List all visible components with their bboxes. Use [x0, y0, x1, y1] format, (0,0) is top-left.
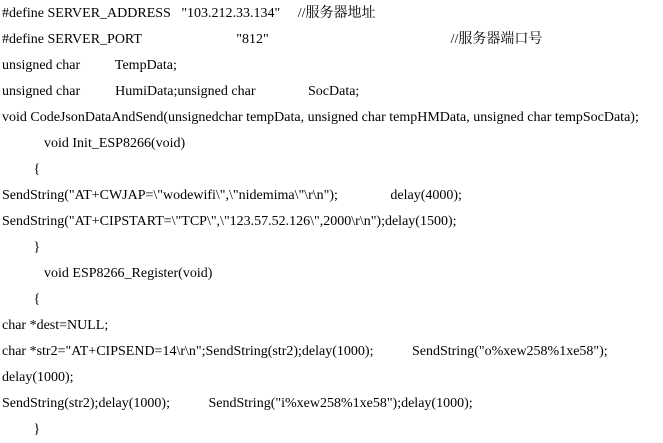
code-line-1: #define SERVER_ADDRESS "103.212.33.134" //服务器地址 [2, 6, 376, 21]
code-line-16: SendString(str2);delay(1000); SendString("i%xew258%1xe58");delay(1000); [2, 396, 473, 411]
code-line-2: #define SERVER_PORT "812" //服务器端口号 [2, 32, 543, 47]
code-line-15: delay(1000); [2, 370, 74, 385]
code-line-13: char *dest=NULL; [2, 318, 109, 333]
code-line-11: void ESP8266_Register(void) [2, 266, 213, 281]
code-line-6: void Init_ESP8266(void) [2, 136, 186, 151]
code-line-7: { [2, 162, 41, 177]
code-line-8: SendString("AT+CWJAP=\"wodewifi\",\"nidemima\"\r\n"); delay(4000); [2, 188, 462, 203]
code-line-4: unsigned char HumiData;unsigned char SocData; [2, 84, 360, 99]
code-line-12: { [2, 292, 41, 307]
code-line-14: char *str2="AT+CIPSEND=14\r\n";SendString(str2);delay(1000); SendString("o%xew258%1xe58"); [2, 344, 608, 359]
code-line-9: SendString("AT+CIPSTART=\"TCP\",\"123.57.52.126\",2000\r\n");delay(1500); [2, 214, 457, 229]
code-line-3: unsigned char TempData; [2, 58, 177, 73]
code-line-17: } [2, 422, 41, 437]
code-line-5: void CodeJsonDataAndSend(unsignedchar tempData, unsigned char tempHMData, unsigned char tempSocData); [2, 110, 639, 125]
code-line-10: } [2, 240, 41, 255]
